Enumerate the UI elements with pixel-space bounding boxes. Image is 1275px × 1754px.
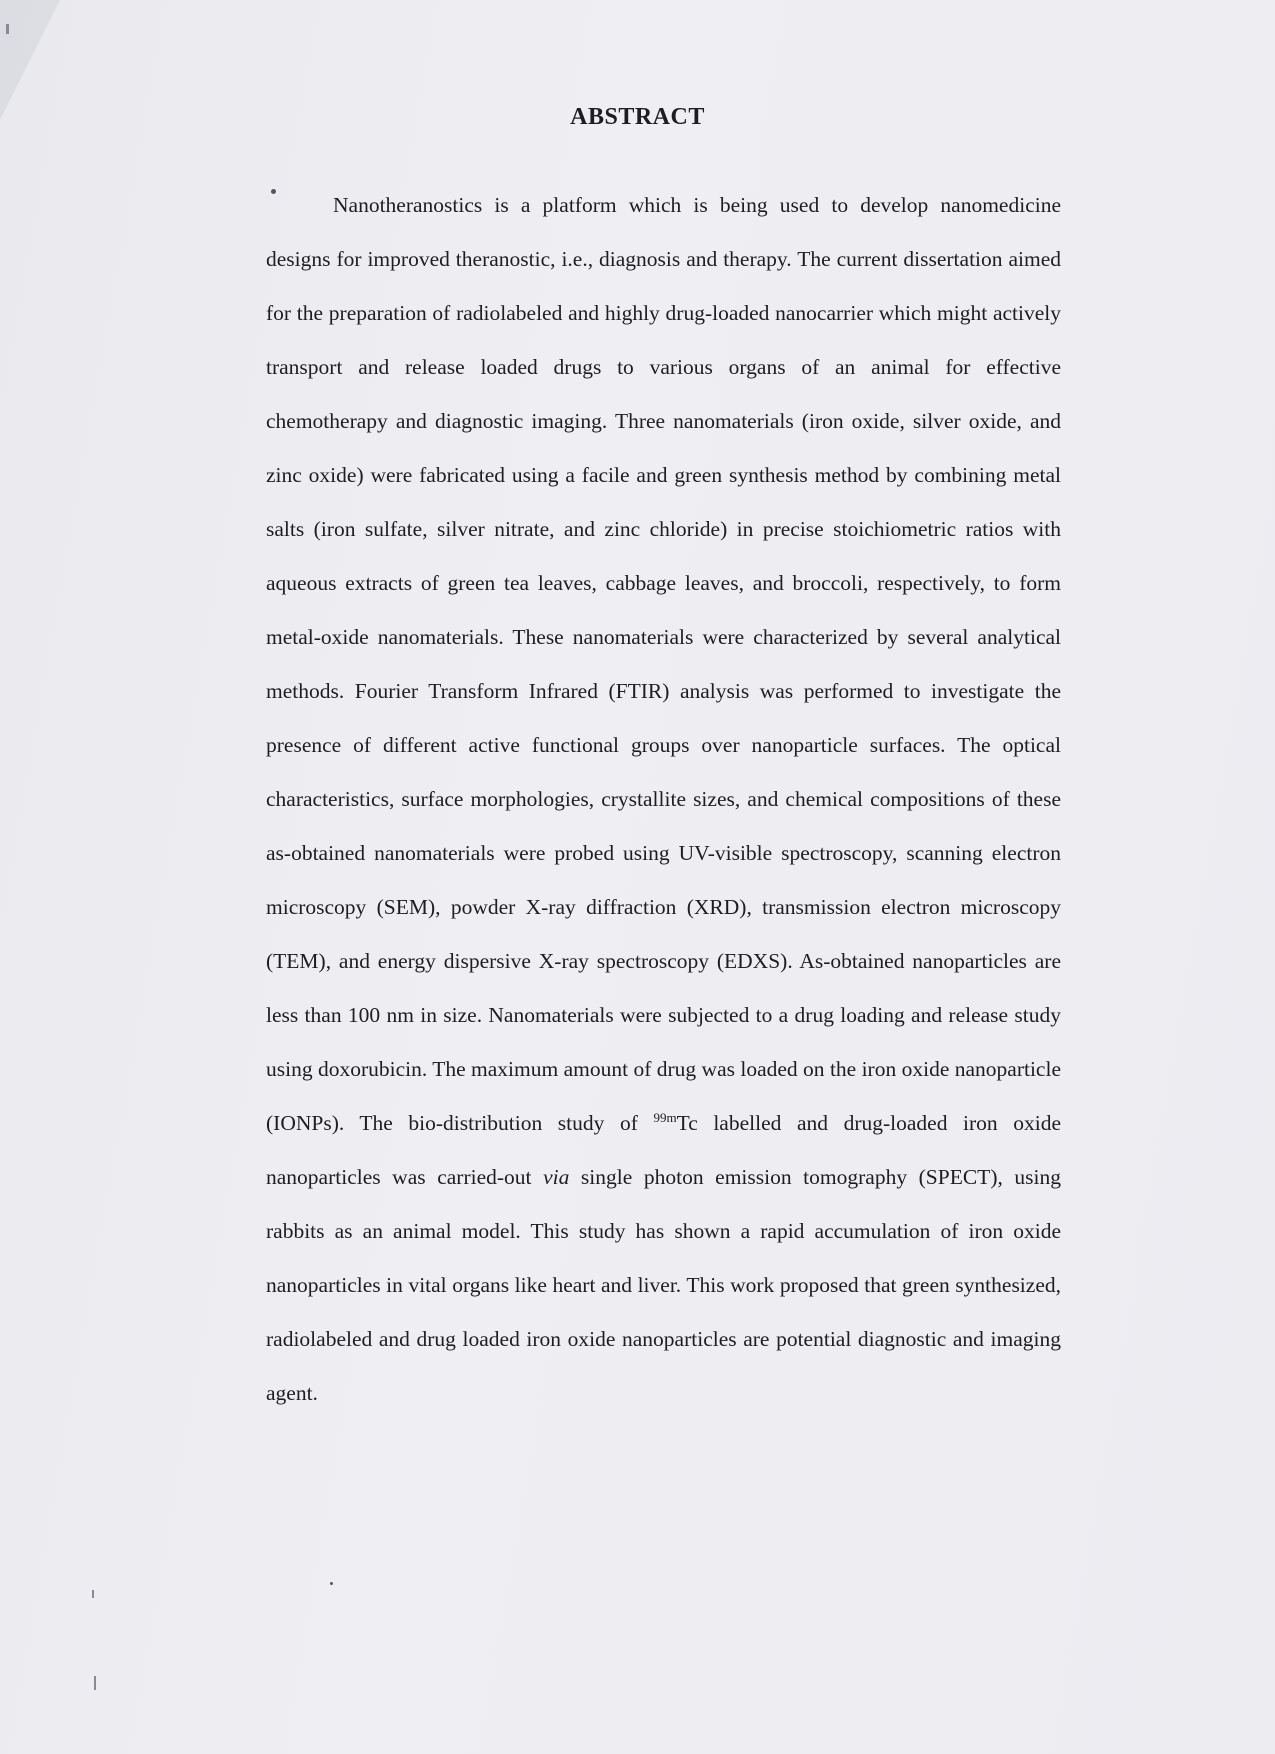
abstract-text-part-2: Tc labelled and drug-loaded iron oxide nanoparticles was carried-out [266, 1111, 1061, 1189]
scan-edge-mark [94, 1676, 96, 1690]
page-title: ABSTRACT [570, 104, 705, 130]
italic-via: via [543, 1165, 570, 1189]
isotope-superscript: 99m [653, 1110, 677, 1125]
scan-speck [330, 1582, 333, 1585]
page-corner-shadow [0, 0, 60, 120]
abstract-paragraph [266, 178, 1061, 1420]
scan-speck [271, 189, 276, 194]
abstract-text-part-3: single photon emission tomography (SPECT), using rabbits as an animal model. This study has shown a rapid accumulation of iron oxide nanoparticles in vital organs like heart and liver. This work proposed that green synthesized, radiolabeled and drug loaded iron oxide nanoparticles are potential diagnostic and imaging agent. [266, 1165, 1062, 1405]
abstract-text-part-1: Nanotheranostics is a platform which is being used to develop nanomedicine designs for improved theranostic, i.e., diagnosis and therapy. The current dissertation aimed for the preparation of radiolabeled and highly drug-loaded nanocarrier which might actively transport and release loaded drugs to various organs of an animal for effective chemotherapy and diagnostic imaging. Three nanomaterials (iron oxide, silver oxide, and zinc oxide) were fabricated using a facile and green synthesis method by combining metal salts (iron sulfate, silver nitrate, and zinc chloride) in precise stoichiometric ratios with aqueous extracts of green tea leaves, cabbage leaves, and broccoli, respectively, to form metal-oxide nanomaterials. These nanomaterials were characterized by several analytical methods. Fourier Transform Infrared (FTIR) analysis was performed to investigate the presence of different active functional groups over nanoparticle surfaces. The optical characteristics, surface morphologies, crystallite sizes, and chemical compositions of these as-obtained nanomaterials were probed using UV-visible spectroscopy, scanning electron microscopy (SEM), powder X-ray diffraction (XRD), transmission electron microscopy (TEM), and energy dispersive X-ray spectroscopy (EDXS). As-obtained nanoparticles are less than 100 nm in size. Nanomaterials were subjected to a drug loading and release study using doxorubicin. The maximum amount of drug was loaded on the iron oxide nanoparticle (IONPs). The bio-distribution study of [266, 193, 1061, 1135]
scan-edge-mark [92, 1590, 94, 1598]
scan-edge-mark [6, 24, 9, 34]
